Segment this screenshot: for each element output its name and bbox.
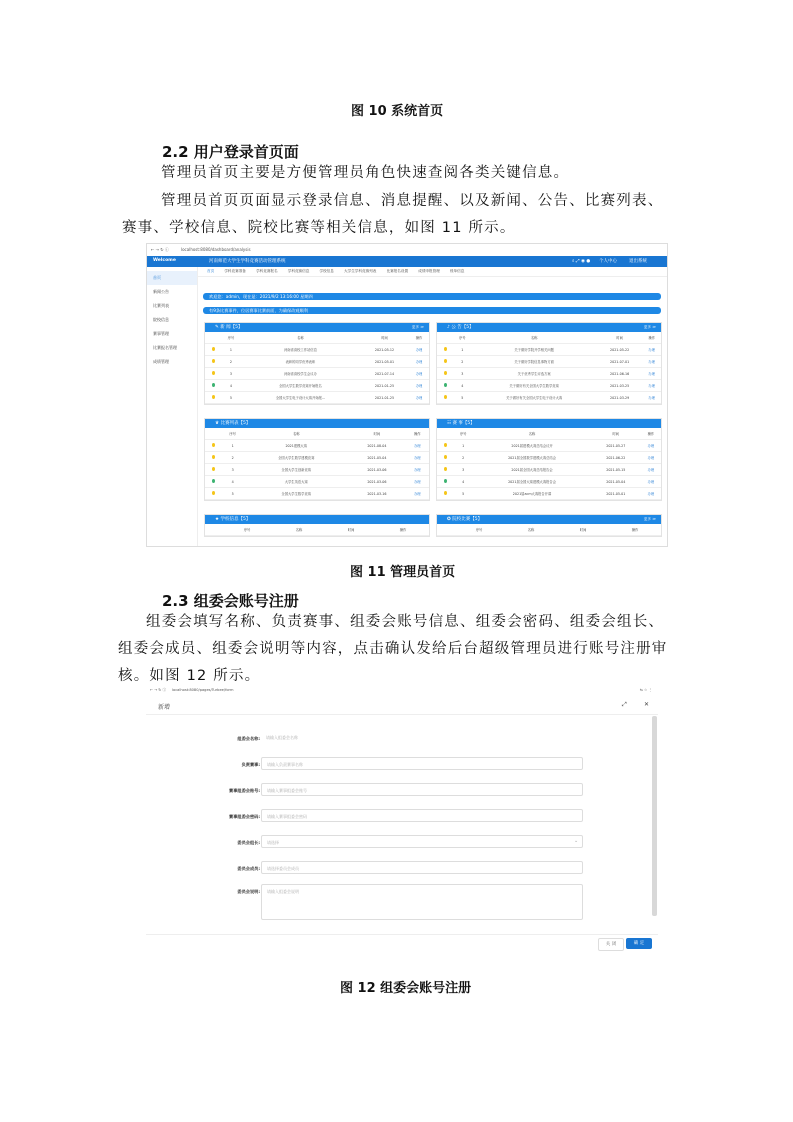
table-cell: 2021-05-15 [591,464,641,476]
column-header: 操作 [609,524,661,536]
table-cell: 关于做好有关全国大学生电子设计大赛 [472,392,597,404]
leader-select[interactable]: 请选择 [261,835,583,848]
action-link[interactable]: 办理 [641,452,661,464]
action-link[interactable]: 办理 [409,356,429,368]
bulb-icon [212,467,215,471]
column-header: 名称 [505,524,557,536]
table-cell: 1 [221,344,241,356]
field-row [146,809,658,824]
panel-title: 学校信息【5】 [220,517,251,522]
table-row [437,476,661,488]
panel-title: 赛 事【5】 [452,421,475,426]
table-cell: 河南省高校学生会议办 [241,368,360,380]
field-row [146,783,658,798]
field-row [146,731,658,746]
table-cell: 4 [221,476,244,488]
school-info-panel [204,514,430,537]
table-row [205,452,429,464]
sidebar-item-scores[interactable]: 成绩管理 [153,359,169,364]
column-header: 名称 [241,332,360,344]
table-row [205,476,429,488]
panel-icon: ✪ [447,517,453,522]
table-cell: 2021-08-04 [348,440,405,452]
notice-bar: 有9条比赛事件，位居赛事比赛前面，为确保改观顺利 [203,307,661,314]
table-row [205,488,429,500]
fullscreen-icon[interactable]: ⤢ [622,701,627,708]
announcement-panel [436,322,662,405]
bulb-icon [444,383,447,387]
section-2-3-para-2: 组委会成员、组委会说明等内容，点击确认发给后台超级管理员进行账号注册审 [118,641,668,657]
more-link[interactable]: 更多 ≫ [643,325,656,329]
welcome-bar: 欢迎您：admin，现在是：2021/9/2 13:16:00 星期四 [203,293,661,300]
table-cell: 2021-05-27 [591,440,641,452]
action-link[interactable]: 办理 [641,440,661,452]
section-2-2-heading: 2.2 用户登录首页面 [162,143,299,161]
table-cell: 全国大学生数学建模竞赛 [244,452,348,464]
action-link[interactable]: 办理 [409,344,429,356]
table-cell: 2021-03-29 [597,392,643,404]
tab-home[interactable]: 首页 [207,269,215,273]
dialog-header [146,698,658,715]
action-link[interactable]: 办理 [642,368,661,380]
column-header: 时间 [591,428,641,440]
table-cell: 5 [221,392,241,404]
panel-title: 新 闻【5】 [220,325,243,330]
bulb-icon [212,455,215,459]
action-link[interactable]: 办理 [409,380,429,392]
panel-icon: ♛ [215,421,221,426]
panel-header [205,323,429,332]
table-row [205,392,429,404]
field-label: 赛事组委会账号: [229,788,260,793]
table-cell: 4 [221,380,241,392]
tab-4[interactable]: 学校信息 [319,269,334,273]
close-icon[interactable]: ✕ [644,701,650,708]
table-cell: 2021-07-14 [360,368,409,380]
table-cell: 全国大学生电子设计大赛开始报... [241,392,360,404]
table-cell: 2021-01-25 [360,392,409,404]
table-row [437,440,661,452]
table-row [437,380,661,392]
column-header: 时间 [348,428,405,440]
tab-6[interactable]: 比赛报名设置 [386,269,409,273]
table-cell: 4 [453,380,472,392]
account-input[interactable]: 请输入赛事组委会账号 [261,783,583,796]
action-link[interactable]: 办理 [642,356,661,368]
table-cell: 2021届全国大赛建模大赛报告会 [473,476,591,488]
column-header: 名称 [473,428,591,440]
bulb-icon [212,383,215,387]
panel-table [205,428,429,500]
table-row [205,464,429,476]
column-header: 时间 [325,524,377,536]
table-row [437,452,661,464]
table-cell: 关于优秀学生评选方案 [472,368,597,380]
column-header: 序号 [453,332,472,344]
table-cell: 3 [453,464,473,476]
panel-title: 公 告【5】 [451,325,474,330]
panel-header [437,323,661,332]
bulb-icon [212,443,215,447]
action-link[interactable]: 办理 [406,464,429,476]
table-cell: 5 [221,488,244,500]
table-cell: 2021届acm大赛报告开幕 [473,488,591,500]
section-2-2-para-2a: 管理员首页页面显示登录信息、消息提醒、以及新闻、公告、比赛列表、 [161,193,664,209]
panel-table [437,524,661,536]
sidebar-item-competitions[interactable]: 比赛列表 [153,303,169,308]
figure-12-caption: 图 12 组委会账号注册 [340,981,472,996]
table-cell: 3 [221,368,241,380]
panel-icon: ☷ [447,421,453,426]
panel-table [437,428,661,500]
table-cell: 2021-07-01 [597,356,643,368]
table-row [205,440,429,452]
chevron-down-icon: ⌄ [574,838,579,844]
table-row [437,344,661,356]
college-competition-panel [436,514,662,537]
table-cell: 2021届建模大赛总结会议开 [473,440,591,452]
password-input[interactable]: 请输入赛事组委会密码 [261,809,583,822]
table-cell: 全国大学生创新竞赛 [244,464,348,476]
action-link[interactable]: 办理 [642,392,661,404]
field-row [146,884,658,899]
tab-3[interactable]: 学科竞赛信息 [287,269,310,273]
field-row [146,757,658,772]
table-row [205,368,429,380]
table-cell: 2021-03-16 [348,488,405,500]
action-link[interactable]: 办理 [406,476,429,488]
column-header: 操作 [641,428,661,440]
table-cell: 2 [453,452,473,464]
browser-menu-icon[interactable]: ⇆ ☆ ⋮ [639,688,652,692]
section-2-2-para-2b: 赛事、学校信息、院校比赛等相关信息，如图 11 所示。 [122,220,516,236]
table-cell: 4 [453,476,473,488]
field-label: 负责赛事: [241,762,260,767]
panel-header [437,515,661,524]
column-header: 时间 [597,332,643,344]
table-cell: 2021届全国大赛总结报告会 [473,464,591,476]
table-cell: 2021-03-06 [348,476,405,488]
bulb-icon [444,395,447,399]
table-cell: 2 [453,356,472,368]
system-name: 河南师范大学生学科竞赛活动管理系统 [209,259,286,264]
tab-5[interactable]: 大学生学科竞赛列表 [344,269,377,273]
table-cell: 1 [453,344,472,356]
panel-table [437,332,661,404]
table-cell: 2021-05-04 [348,452,405,464]
column-header: 操作 [377,524,429,536]
table-cell: 2021-05-12 [360,344,409,356]
bulb-icon [212,491,215,495]
bulb-icon [444,479,447,483]
browser-bar [146,686,658,695]
column-header: 操作 [406,428,429,440]
bulb-icon [444,455,447,459]
panel-title: 院校比赛【5】 [452,517,483,522]
column-header: 时间 [360,332,409,344]
column-header: 序号 [453,524,505,536]
sidebar [147,267,198,546]
user-center[interactable]: 个人中心 [599,259,617,264]
admin-homepage-screenshot [146,243,668,547]
cancel-button[interactable]: 关 闭 [598,938,624,951]
more-link[interactable]: 更多 ≫ [411,325,424,329]
table-row [437,488,661,500]
table-cell: 2021建模大赛 [244,440,348,452]
sidebar-item-news[interactable]: 新闻公告 [153,289,169,294]
news-panel [204,322,430,405]
table-cell: 1 [221,440,244,452]
bulb-icon [212,359,215,363]
table-cell: 河南省高校工作站信息 [241,344,360,356]
tab-1[interactable]: 学科竞赛准备 [224,269,246,273]
table-cell: 2021届全国数学建模大赛总结会 [473,452,591,464]
sidebar-item-signup[interactable]: 比赛报名管理 [153,345,177,350]
column-header: 操作 [642,332,661,344]
panel-icon: ★ [215,517,221,522]
column-header: 时间 [557,524,609,536]
logout-link[interactable]: 退出系统 [629,259,647,264]
bulb-icon [212,371,215,375]
app-logo: Welcome [153,258,176,263]
bulb-icon [444,359,447,363]
tab-7[interactable]: 成绩申报管理 [418,269,440,273]
table-cell: 关于做好学院信息事物方面 [472,356,597,368]
table-cell: 2021-05-22 [597,344,643,356]
more-link[interactable]: 更多 ≫ [643,517,656,521]
column-header: 名称 [472,332,597,344]
action-link[interactable]: 办理 [642,344,661,356]
column-header: 操作 [409,332,429,344]
members-input[interactable]: 请选择委员会成员 [261,861,583,874]
column-header: 序号 [221,428,244,440]
table-row [205,380,429,392]
description-textarea[interactable]: 请输入组委会说明 [261,884,583,920]
committee-name-input[interactable]: 请输入组委会名称 [266,735,298,740]
committee-register-screenshot [146,686,658,950]
panel-table [205,332,429,404]
bulb-icon [444,467,447,471]
field-label: 委员会组长: [237,840,260,845]
figure-11-caption: 图 11 管理员首页 [350,565,456,580]
column-header: 序号 [221,332,241,344]
panel-title: 比赛列表【5】 [220,421,251,426]
table-row [437,368,661,380]
action-link[interactable]: 办理 [409,368,429,380]
events-panel [436,418,662,501]
field-row [146,835,658,850]
table-cell: 2021-05-04 [591,476,641,488]
tab-2[interactable]: 学科竞赛报名 [256,269,278,273]
table-cell: 5 [453,488,473,500]
browser-url: localhost:8080/dashboard/analysis [181,247,251,252]
table-cell: 关于做好有关全国大学生数学竞赛 [472,380,597,392]
table-row [437,464,661,476]
divider [146,934,658,935]
panel-icon: ♪ [447,325,452,330]
figure-10-caption: 图 10 系统首页 [351,104,444,119]
table-row [205,356,429,368]
action-link[interactable]: 办理 [641,488,661,500]
column-header: 序号 [221,524,273,536]
sidebar-item-schools[interactable]: 院校信息 [153,317,169,322]
confirm-button[interactable]: 确 定 [626,938,652,949]
action-link[interactable]: 办理 [409,392,429,404]
bulb-icon [444,443,447,447]
table-cell: 2021-06-22 [591,452,641,464]
field-row [146,861,658,876]
action-link[interactable]: 办理 [642,380,661,392]
table-cell: 2021-01-25 [360,380,409,392]
table-cell: 2021-06-16 [597,368,643,380]
bulb-icon [212,347,215,351]
panel-icon: ✎ [215,325,221,330]
column-header: 名称 [244,428,348,440]
panel-header [205,515,429,524]
header-icons: ⌕ ⤢ ◉ ● [572,259,591,264]
panel-table [205,524,429,536]
action-link[interactable]: 办理 [406,452,429,464]
field-label: 组委会名称: [237,736,260,741]
sidebar-item-home[interactable]: 首页 [147,271,197,285]
table-cell: 3 [221,464,244,476]
table-cell: 1 [453,440,473,452]
table-cell: 2021-03-25 [597,380,643,392]
column-header: 序号 [453,428,473,440]
panel-header [437,419,661,428]
table-cell: 5 [453,392,472,404]
browser-nav-icons: ← → ↻ ⓘ [150,688,167,692]
sidebar-item-events[interactable]: 赛事管理 [153,331,169,336]
bulb-icon [444,347,447,351]
table-cell: 2021-05-01 [360,356,409,368]
table-row [205,344,429,356]
action-link[interactable]: 办理 [641,476,661,488]
table-cell: 大学生英语大赛 [244,476,348,488]
table-cell: 全国大学生数学竞赛开始报名 [241,380,360,392]
browser-url: localhost:8080/pages/Turbee/form [172,688,234,692]
table-cell: 表彰的同学优秀表彰 [241,356,360,368]
section-2-3-para-3: 核。如图 12 所示。 [118,668,261,684]
competition-list-panel [204,418,430,501]
bulb-icon [212,479,215,483]
table-cell: 2 [221,452,244,464]
action-link[interactable]: 办理 [641,464,661,476]
column-header: 名称 [273,524,325,536]
event-input[interactable]: 请输入负责赛事名称 [261,757,583,770]
bulb-icon [444,491,447,495]
field-label: 赛事组委会密码: [229,814,260,819]
table-cell: 2021-03-06 [348,464,405,476]
table-cell: 关于做好学院开学相关问题 [472,344,597,356]
tab-8[interactable]: 账单信息 [449,269,465,273]
section-2-3-heading: 2.3 组委会账号注册 [162,592,299,610]
dialog-title: 新增 [158,704,171,711]
table-cell: 3 [453,368,472,380]
table-cell: 全国大学生数学竞赛 [244,488,348,500]
bulb-icon [212,395,215,399]
table-row [437,356,661,368]
action-link[interactable]: 办理 [406,440,429,452]
field-label: 委员会说明: [237,889,260,894]
browser-nav-icons: ← → ↻ ⓘ [151,247,169,252]
table-row [437,392,661,404]
table-cell: 2021-05-01 [591,488,641,500]
action-link[interactable]: 办理 [406,488,429,500]
table-cell: 2 [221,356,241,368]
app-header [147,256,667,267]
bulb-icon [444,371,447,375]
tab-bar [198,267,667,277]
panel-header [205,419,429,428]
browser-bar [147,244,667,256]
field-label: 委员会成员: [237,866,260,871]
section-2-3-para-1: 组委会填写名称、负责赛事、组委会账号信息、组委会密码、组委会组长、 [146,614,665,630]
section-2-2-para-1: 管理员首页主要是方便管理员角色快速查阅各类关键信息。 [161,165,570,181]
